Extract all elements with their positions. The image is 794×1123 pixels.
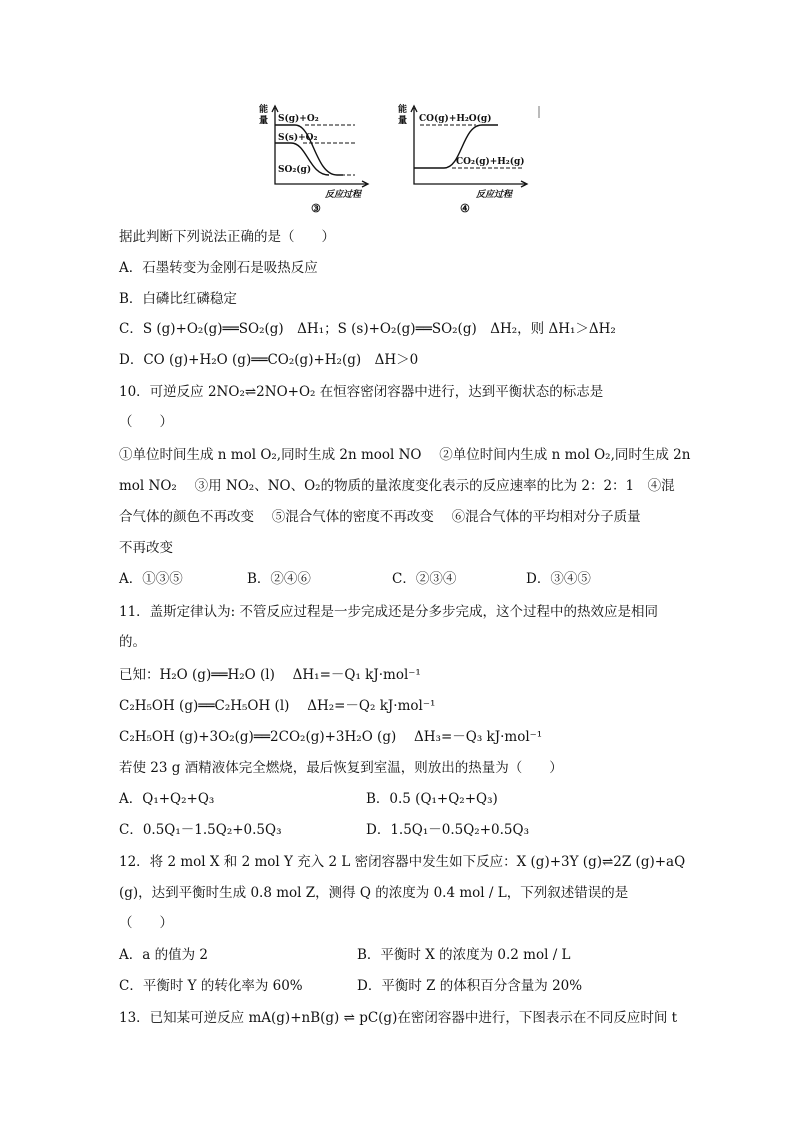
fig3-number: ③ bbox=[311, 202, 321, 215]
q11-option-b: B．0.5 (Q₁+Q₂+Q₃) bbox=[366, 791, 498, 807]
q12-line-1: 12．将 2 mol X 和 2 mol Y 充入 2 L 密闭容器中发生如下反应：X (g)+3Y (g)⇌2Z (g)+aQ bbox=[119, 854, 686, 870]
fig3-ylabel-2: 量 bbox=[259, 116, 269, 126]
q9-option-a: A．石墨转变为金刚石是吸热反应 bbox=[119, 260, 318, 276]
q10-line-5: 合气体的颜色不再改变 ⑤混合气体的密度不再改变 ⑥混合气体的平均相对分子质量 bbox=[119, 509, 641, 525]
fig3-level-2: S(s)+O₂ bbox=[278, 133, 318, 143]
q11-line-2: 的。 bbox=[119, 634, 146, 650]
fig4-level-1: CO(g)+H₂O(g) bbox=[419, 114, 492, 124]
fig3-xlabel: 反应过程 bbox=[325, 190, 362, 200]
q11-stem: 若使 23 g 酒精液体完全燃烧，最后恢复到室温，则放出的热量为（ ） bbox=[119, 760, 563, 776]
q9-option-d: D．CO (g)+H₂O (g)══CO₂(g)+H₂(g) ΔH＞0 bbox=[119, 352, 419, 368]
q12-option-d: D．平衡时 Z 的体积百分含量为 20% bbox=[357, 978, 583, 994]
q12-line-2: (g)，达到平衡时生成 0.8 mol Z，测得 Q 的浓度为 0.4 mol / L，下列叙述错误的是 bbox=[119, 885, 629, 901]
q9-option-c: C．S (g)+O₂(g)══SO₂(g) ΔH₁；S (s)+O₂(g)══SO₂(g) ΔH₂，则 ΔH₁＞ΔH₂ bbox=[119, 321, 616, 337]
fig3-level-3: SO₂(g) bbox=[278, 165, 312, 175]
q10-line-3: ①单位时间生成 n mol O₂,同时生成 2n mool NO ②单位时间内生成 n mol O₂,同时生成 2n bbox=[119, 447, 691, 463]
energy-diagram-4 bbox=[396, 100, 546, 218]
fig3-ylabel-1: 能 bbox=[259, 105, 269, 115]
q10-option-a: A．①③⑤ bbox=[119, 571, 183, 587]
q13-line-1: 13．已知某可逆反应 mA(g)+nB(g) ⇌ pC(g)在密闭容器中进行，下图表示在不同反应时间 t bbox=[119, 1010, 678, 1026]
q10-option-b: B．②④⑥ bbox=[247, 571, 311, 587]
q10-line-6: 不再改变 bbox=[119, 540, 173, 556]
energy-diagram-4-svg bbox=[396, 100, 546, 218]
q11-option-c: C．0.5Q₁－1.5Q₂+0.5Q₃ bbox=[119, 822, 282, 838]
q11-known-2: C₂H₅OH (g)══C₂H₅OH (l) ΔH₂=－Q₂ kJ·mol⁻¹ bbox=[119, 698, 436, 714]
q12-option-b: B．平衡时 X 的浓度为 0.2 mol / L bbox=[357, 947, 571, 963]
q10-line-2: （ ） bbox=[119, 414, 173, 430]
q11-known-1: 已知：H₂O (g)══H₂O (l) ΔH₁=－Q₁ kJ·mol⁻¹ bbox=[119, 667, 421, 683]
q12-line-3: （ ） bbox=[119, 915, 173, 931]
energy-diagram-3 bbox=[255, 100, 375, 218]
fig4-ylabel-2: 量 bbox=[398, 116, 408, 126]
q10-line-1: 10．可逆反应 2NO₂⇌2NO+O₂ 在恒容密闭容器中进行，达到平衡状态的标志是 bbox=[119, 384, 604, 400]
fig4-level-2: CO₂(g)+H₂(g) bbox=[456, 157, 525, 167]
fig4-xlabel: 反应过程 bbox=[476, 190, 513, 200]
q10-option-d: D．③④⑤ bbox=[526, 571, 591, 587]
q10-option-c: C．②③④ bbox=[392, 571, 457, 587]
q11-option-d: D．1.5Q₁－0.5Q₂+0.5Q₃ bbox=[366, 822, 529, 838]
q11-line-1: 11．盖斯定律认为: 不管反应过程是一步完成还是分多步完成，这个过程中的热效应是相同 bbox=[119, 604, 659, 620]
q9-stem: 据此判断下列说法正确的是（ ） bbox=[119, 229, 335, 245]
fig3-level-1: S(g)+O₂ bbox=[278, 114, 319, 124]
q12-option-c: C．平衡时 Y 的转化率为 60% bbox=[119, 978, 303, 994]
q12-option-a: A．a 的值为 2 bbox=[119, 947, 208, 963]
energy-diagram-3-svg bbox=[255, 100, 375, 218]
q11-option-a: A．Q₁+Q₂+Q₃ bbox=[119, 791, 215, 807]
fig4-ylabel-1: 能 bbox=[398, 105, 408, 115]
q11-known-3: C₂H₅OH (g)+3O₂(g)══2CO₂(g)+3H₂O (g) ΔH₃=－Q₃ kJ·mol⁻¹ bbox=[119, 729, 543, 745]
q10-line-4: mol NO₂ ③用 NO₂、NO、O₂的物质的量浓度变化表示的反应速率的比为 2：2：1 ④混 bbox=[119, 478, 675, 494]
fig4-number: ④ bbox=[460, 202, 470, 215]
q9-option-b: B．白磷比红磷稳定 bbox=[119, 291, 237, 307]
